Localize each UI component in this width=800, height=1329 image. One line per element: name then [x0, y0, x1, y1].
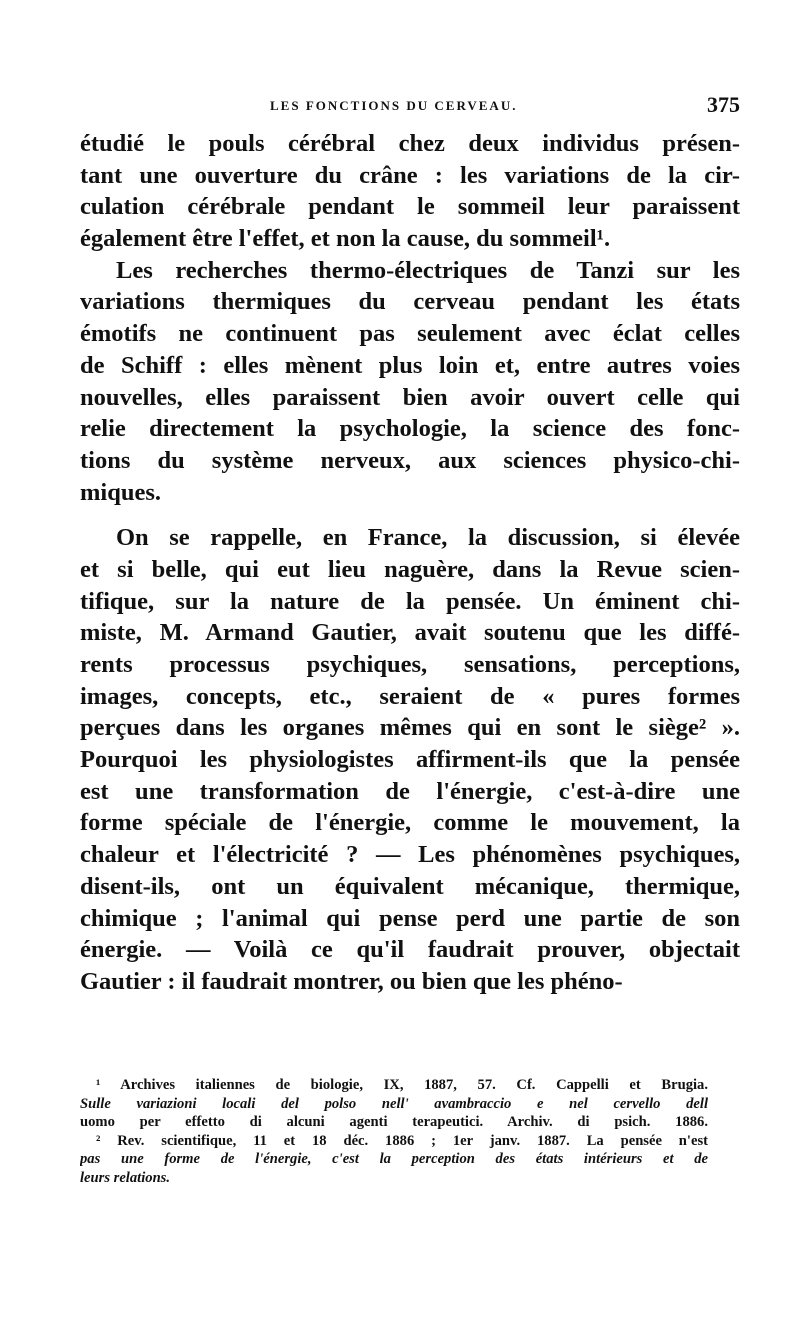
- body-line: également être l'effet, et non la cause, du sommeil¹.: [80, 225, 611, 253]
- footnote-line: Sulle variazioni locali del polso nell' avambraccio e nel cervello dell: [80, 1095, 708, 1112]
- body-line: est une transformation de l'énergie, c'est-à-dire une: [80, 777, 740, 805]
- body-line: Gautier : il faudrait montrer, ou bien que les phéno-: [80, 967, 623, 995]
- page-number: 375: [707, 92, 740, 117]
- body-line: étudié le pouls cérébral chez deux individus présen-: [80, 130, 740, 157]
- body-line: Pourquoi les physiologistes affirment-ils que la pensée: [80, 746, 740, 774]
- paragraph-gap: [80, 508, 740, 522]
- body-line: forme spéciale de l'énergie, comme le mouvement, la: [80, 809, 740, 837]
- footnote-line: ² Rev. scientifique, 11 et 18 déc. 1886 ; 1er janv. 1887. La pensée n'est: [96, 1132, 708, 1149]
- footnote-line: ¹ Archives italiennes de biologie, IX, 1887, 57. Cf. Cappelli et Brugia.: [96, 1077, 708, 1093]
- page-header: [80, 92, 740, 122]
- footnote-line: leurs relations.: [80, 1169, 171, 1186]
- footnotes: [80, 1076, 708, 1188]
- body-line: énergie. — Voilà ce qu'il faudrait prouver, objectait: [80, 936, 740, 964]
- body-line: On se rappelle, en France, la discussion, si élevée: [116, 524, 740, 552]
- body-line: émotifs ne continuent pas seulement avec éclat celles: [80, 320, 740, 348]
- body-line: rents processus psychiques, sensations, perceptions,: [80, 651, 740, 678]
- body-line: perçues dans les organes mêmes qui en sont le siège² ».: [80, 714, 740, 742]
- body-line: tions du système nerveux, aux sciences physico-chi-: [80, 446, 740, 474]
- footnote-line: uomo per effetto di alcuni agenti terapeutici. Archiv. di psich. 1886.: [80, 1114, 708, 1131]
- body-line: miques.: [80, 478, 162, 506]
- body-line: relie directement la psychologie, la science des fonc-: [80, 415, 740, 443]
- body-line: variations thermiques du cerveau pendant les états: [80, 288, 740, 316]
- body-line: de Schiff : elles mènent plus loin et, entre autres voies: [80, 351, 740, 379]
- running-title: LES FONCTIONS DU CERVEAU.: [270, 98, 518, 113]
- body-line: miste, M. Armand Gautier, avait soutenu que les diffé-: [80, 619, 740, 647]
- body-line: et si belle, qui eut lieu naguère, dans la Revue scien-: [80, 555, 740, 583]
- body-line: tant une ouverture du crâne : les variations de la cir-: [80, 161, 740, 189]
- body-line: chaleur et l'électricité ? — Les phénomènes psychiques,: [80, 841, 740, 869]
- body-line: nouvelles, elles paraissent bien avoir ouvert celle qui: [80, 383, 740, 411]
- body-line: chimique ; l'animal qui pense perd une partie de son: [80, 904, 740, 932]
- footnote-line: pas une forme de l'énergie, c'est la perception des états intérieurs et de: [80, 1151, 708, 1168]
- body-text: [80, 128, 740, 998]
- body-line: Les recherches thermo-électriques de Tanzi sur les: [116, 256, 740, 284]
- body-line: disent-ils, ont un équivalent mécanique, thermique,: [80, 872, 740, 900]
- body-line: tifique, sur la nature de la pensée. Un éminent chi-: [80, 587, 740, 615]
- body-line: images, concepts, etc., seraient de « pures formes: [80, 682, 740, 710]
- body-line: culation cérébrale pendant le sommeil leur paraissent: [80, 193, 740, 221]
